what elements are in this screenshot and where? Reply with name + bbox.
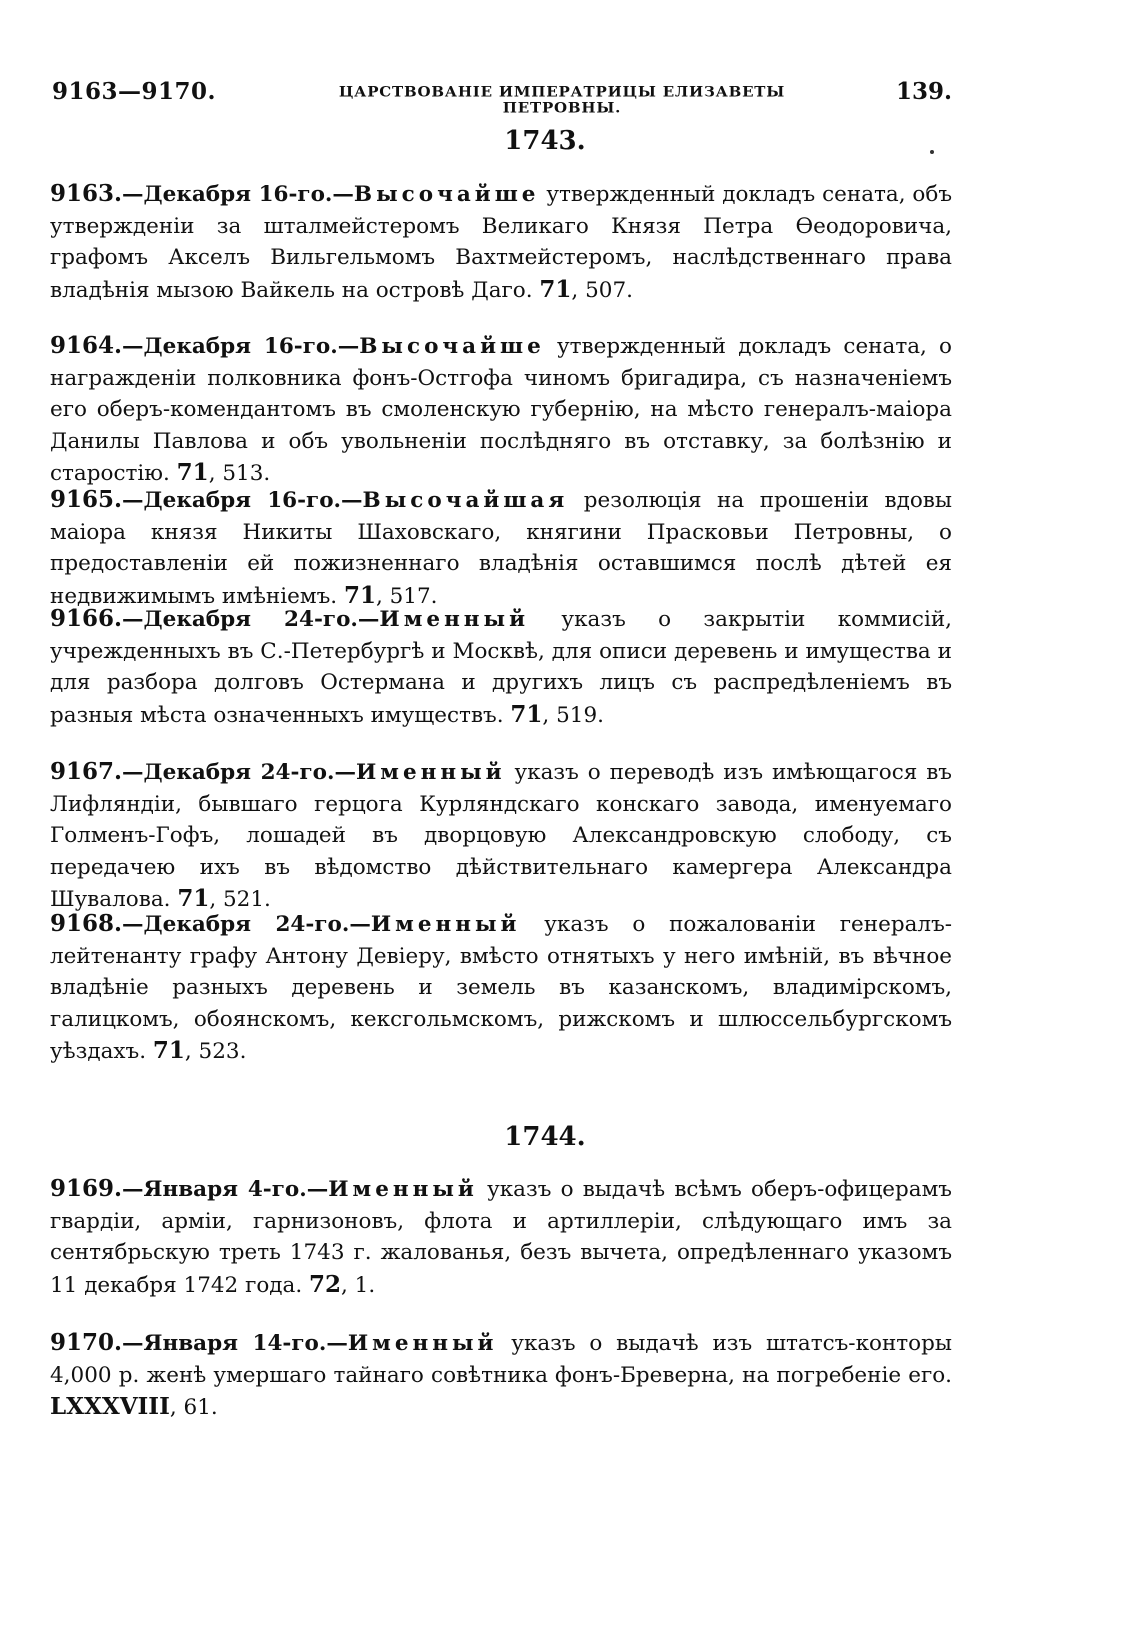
print-speck	[930, 150, 934, 154]
entry-date: —Января 14-го.—	[122, 1331, 348, 1356]
entry-date: —Декабря 16-го.—	[122, 488, 363, 513]
entry-volume: 71	[343, 581, 376, 609]
entry-page-ref: , 61.	[169, 1395, 218, 1420]
entry-date: —Декабря 24-го.—	[122, 760, 356, 785]
entry-page-ref: , 517.	[375, 583, 438, 609]
entry-kind: Именный	[355, 760, 506, 785]
entry-number: 9167.	[50, 758, 123, 785]
entry-page-ref: , 507.	[571, 277, 633, 303]
entry-kind: Именный	[328, 1177, 478, 1202]
entry-number: 9165.	[50, 486, 123, 513]
entry-page-ref: , 523.	[184, 1039, 247, 1064]
entry-number: 9170.	[50, 1329, 123, 1356]
year-heading-1744: 1744.	[504, 1122, 586, 1152]
entry-9163	[50, 178, 952, 306]
entry-text: указъ о выдачѣ всѣмъ оберъ-офицерамъ гвардіи, арміи, гарнизоновъ, флота и артиллеріи, слѣдующаго имъ за сентябрьскую треть 1743 г. жалованья, безъ вычета, опредѣленнаго указомъ 11 декабря 1742 года.	[50, 1177, 952, 1298]
entry-9169	[50, 1173, 952, 1301]
entry-date: —Января 4-го.—	[122, 1177, 329, 1202]
entry-kind: Высочайше	[359, 334, 545, 359]
entry-9165	[50, 484, 952, 612]
running-title: ЦАРСТВОВАНІЕ ИМПЕРАТРИЦЫ ЕЛИЗАВЕТЫ ПЕТРОВНЫ.	[338, 83, 786, 117]
entry-text: указъ о закрытіи коммисій, учрежденныхъ въ С.-Петербургѣ и Москвѣ, для описи деревень и имущества и для разбора долговъ Остермана и другихъ лицъ съ распредѣленіемъ въ разныя мѣста означенныхъ имуществъ.	[50, 607, 952, 728]
entry-volume: 71	[176, 459, 209, 486]
entry-number: 9163.	[50, 180, 123, 207]
entry-9167	[50, 756, 952, 916]
entry-text: утвержденный докладъ сената, объ утвержденіи за шталмейстеромъ Великаго Князя Петра Өеодоровича, графомъ Акселъ Вильгельмомъ Вахтмейстеромъ, наслѣдственнаго права владѣнія мызою Вайкель на островѣ Даго.	[50, 182, 952, 303]
entry-kind: Именный	[370, 912, 521, 937]
page-number: 139.	[895, 78, 952, 105]
entry-volume: 72	[309, 1270, 342, 1298]
entry-volume: 71	[177, 885, 210, 912]
entry-kind: Высочайшая	[362, 488, 569, 513]
entry-text: указъ о пожалованіи генералъ-лейтенанту графу Антону Девіеру, вмѣсто отнятыхъ у него имѣній, въ вѣчное владѣніе разныхъ деревень и земель въ казанскомъ, владимірскомъ, галицкомъ, обоянскомъ, кексгольмскомъ, рижскомъ и шлюссельбургскомъ уѣздахъ.	[50, 912, 953, 1064]
entry-number: 9168.	[50, 910, 123, 937]
running-header	[52, 78, 952, 117]
entry-volume: 71	[510, 700, 543, 728]
entry-9164	[50, 330, 952, 490]
entry-page-ref: , 519.	[542, 702, 604, 728]
entry-volume: 71	[539, 275, 572, 303]
entry-date: —Декабря 16-го.—	[122, 334, 360, 359]
year-heading-1743: 1743.	[504, 126, 586, 156]
entry-text: резолюція на прошеніи вдовы маіора князя Никиты Шаховскаго, княгини Прасковьи Петровны, о предоставленіи ей пожизненнаго владѣнія оставшимся послѣ дѣтей ея недвижимымъ имѣніемъ.	[50, 488, 952, 609]
entry-page-ref: , 513.	[208, 461, 271, 486]
entry-date: —Декабря 16-го.—	[122, 182, 354, 207]
entry-kind: Высочайше	[353, 182, 540, 207]
entry-number: 9166.	[50, 605, 123, 632]
entry-text: утвержденный докладъ сената, о награжденіи полковника фонъ-Остгофа чиномъ бригадира, съ назначеніемъ его оберъ-комендантомъ въ смоленскую губернію, на мѣсто генералъ-маіора Данилы Павлова и объ увольненіи послѣдняго въ отставку, за болѣзнію и старостію.	[50, 334, 953, 486]
entry-date: —Декабря 24-го.—	[122, 912, 371, 937]
entry-kind: Именный	[347, 1331, 498, 1356]
entry-range: 9163—9170.	[52, 78, 217, 105]
entry-volume: 71	[152, 1037, 185, 1064]
entry-number: 9164.	[50, 332, 123, 359]
entry-text: указъ о переводѣ изъ имѣющагося въ Лифляндіи, бывшаго герцога Курляндскаго конскаго завода, именуемаго Голменъ-Гофъ, лошадей въ дворцовую Александровскую слободу, съ передачею ихъ въ вѣдомство дѣйствительнаго камергера Александра Шувалова.	[50, 760, 952, 912]
entry-9170	[50, 1327, 952, 1424]
entry-9168	[50, 908, 952, 1068]
entry-date: —Декабря 24-го.—	[122, 607, 380, 632]
entry-page-ref: , 1.	[341, 1272, 376, 1298]
entry-kind: Именный	[379, 607, 530, 632]
entry-volume: LXXXVIII	[50, 1393, 170, 1420]
entry-9166	[50, 603, 952, 731]
entry-number: 9169.	[50, 1175, 123, 1202]
entry-text: указъ о выдачѣ изъ штатсъ-конторы 4,000 р. женѣ умершаго тайнаго совѣтника фонъ-Бреверна, на погребеніе его.	[50, 1331, 952, 1388]
entry-page-ref: , 521.	[209, 887, 271, 912]
